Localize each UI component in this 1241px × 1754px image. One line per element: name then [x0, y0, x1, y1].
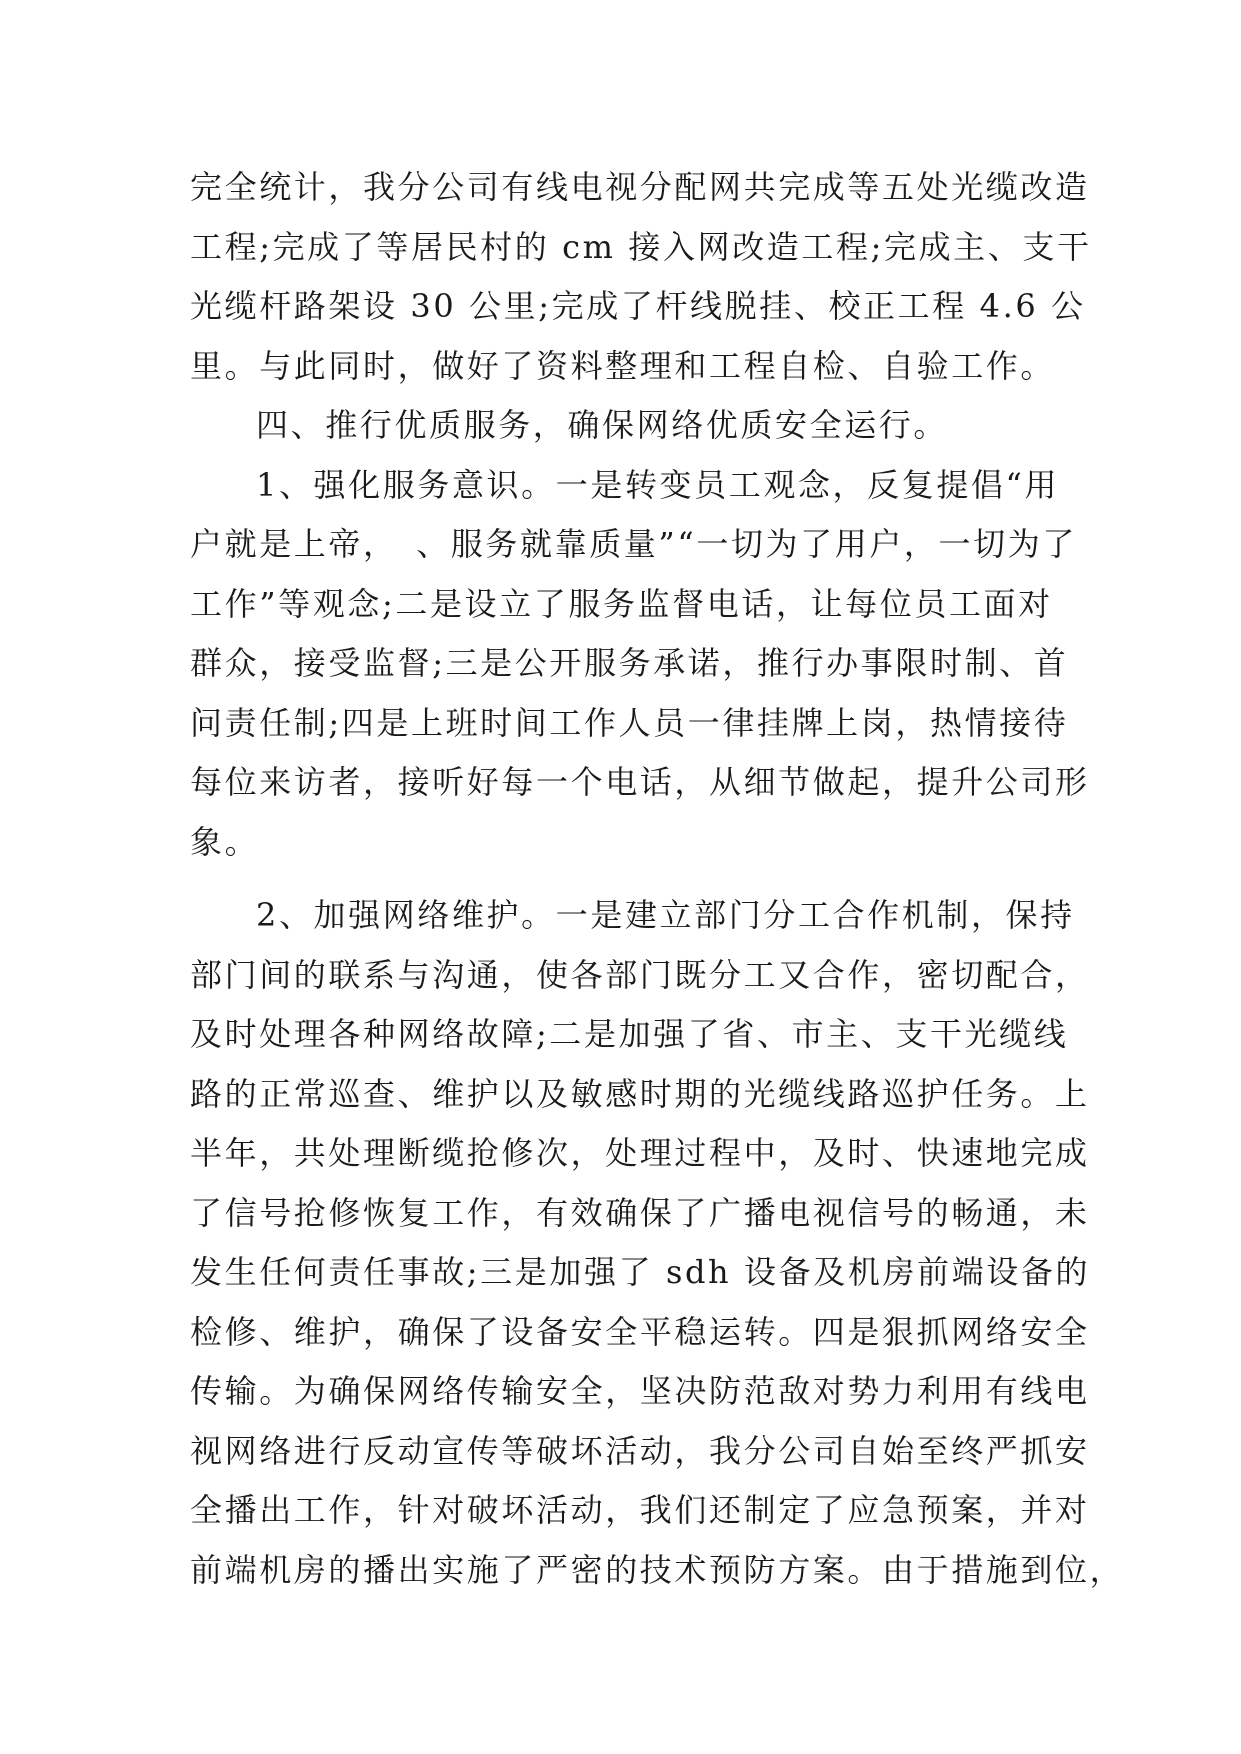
section-heading: 四、推行优质服务，确保网络优质安全运行。 — [256, 406, 949, 444]
text-line: 半年，共处理断缆抢修次，处理过程中，及时、快速地完成 — [190, 1134, 1090, 1172]
text-line: 传输。为确保网络传输安全，坚决防范敌对势力利用有线电 — [190, 1372, 1090, 1410]
paragraph-4 — [190, 886, 1125, 1600]
text-line: 全播出工作，针对破坏活动，我们还制定了应急预案，并对 — [190, 1491, 1090, 1529]
text-line: 里。与此同时，做好了资料整理和工程自检、自验工作。 — [190, 346, 1056, 385]
text-line: 光缆杆路架设 30 公里;完成了杆线脱挂、校正工程 4.6 公 — [190, 287, 1086, 325]
text-line: 视网络进行反动宣传等破坏活动，我分公司自始至终严抓安 — [190, 1431, 1090, 1470]
text-line: 1、强化服务意识。一是转变员工观念，反复提倡“用 — [256, 465, 1060, 504]
text-line: 群众，接受监督;三是公开服务承诺，推行办事限时制、首 — [190, 644, 1069, 682]
text-line: 检修、维护，确保了设备安全平稳运转。四是狠抓网络安全 — [190, 1312, 1090, 1351]
text-line: 部门间的联系与沟通，使各部门既分工又合作，密切配合， — [190, 955, 1090, 994]
text-line: 户就是上帝， 、服务就靠质量”“一切为了用户，一切为了 — [190, 525, 1077, 563]
text-line: 工程;完成了等居民村的 cm 接入网改造工程;完成主、支干 — [190, 227, 1092, 266]
paragraph-1 — [190, 158, 1092, 396]
paragraph-gap — [190, 872, 1052, 886]
paragraph-3 — [190, 456, 1090, 873]
text-line: 路的正常巡查、维护以及敏感时期的光缆线路巡护任务。上 — [190, 1074, 1090, 1113]
text-line: 了信号抢修恢复工作，有效确保了广播电视信号的畅通，未 — [190, 1193, 1090, 1232]
text-line: 发生任何责任事故;三是加强了 sdh 设备及机房前端设备的 — [190, 1253, 1091, 1291]
text-line: 象。 — [190, 822, 260, 861]
text-line: 问责任制;四是上班时间工作人员一律挂牌上岗，热情接待 — [190, 703, 1069, 742]
text-line: 完全统计，我分公司有线电视分配网共完成等五处光缆改造 — [190, 168, 1090, 206]
text-line: 工作”等观念;二是设立了服务监督电话，让每位员工面对 — [190, 584, 1053, 623]
text-line: 前端机房的播出实施了严密的技术预防方案。由于措施到位， — [190, 1550, 1125, 1589]
text-line: 及时处理各种网络故障;二是加强了省、市主、支干光缆线 — [190, 1015, 1069, 1053]
paragraph-2-heading — [190, 396, 1052, 456]
document-page — [190, 158, 1125, 1600]
text-line: 2、加强网络维护。一是建立部门分工合作机制，保持 — [256, 896, 1075, 934]
text-line: 每位来访者，接听好每一个电话，从细节做起，提升公司形 — [190, 763, 1090, 801]
